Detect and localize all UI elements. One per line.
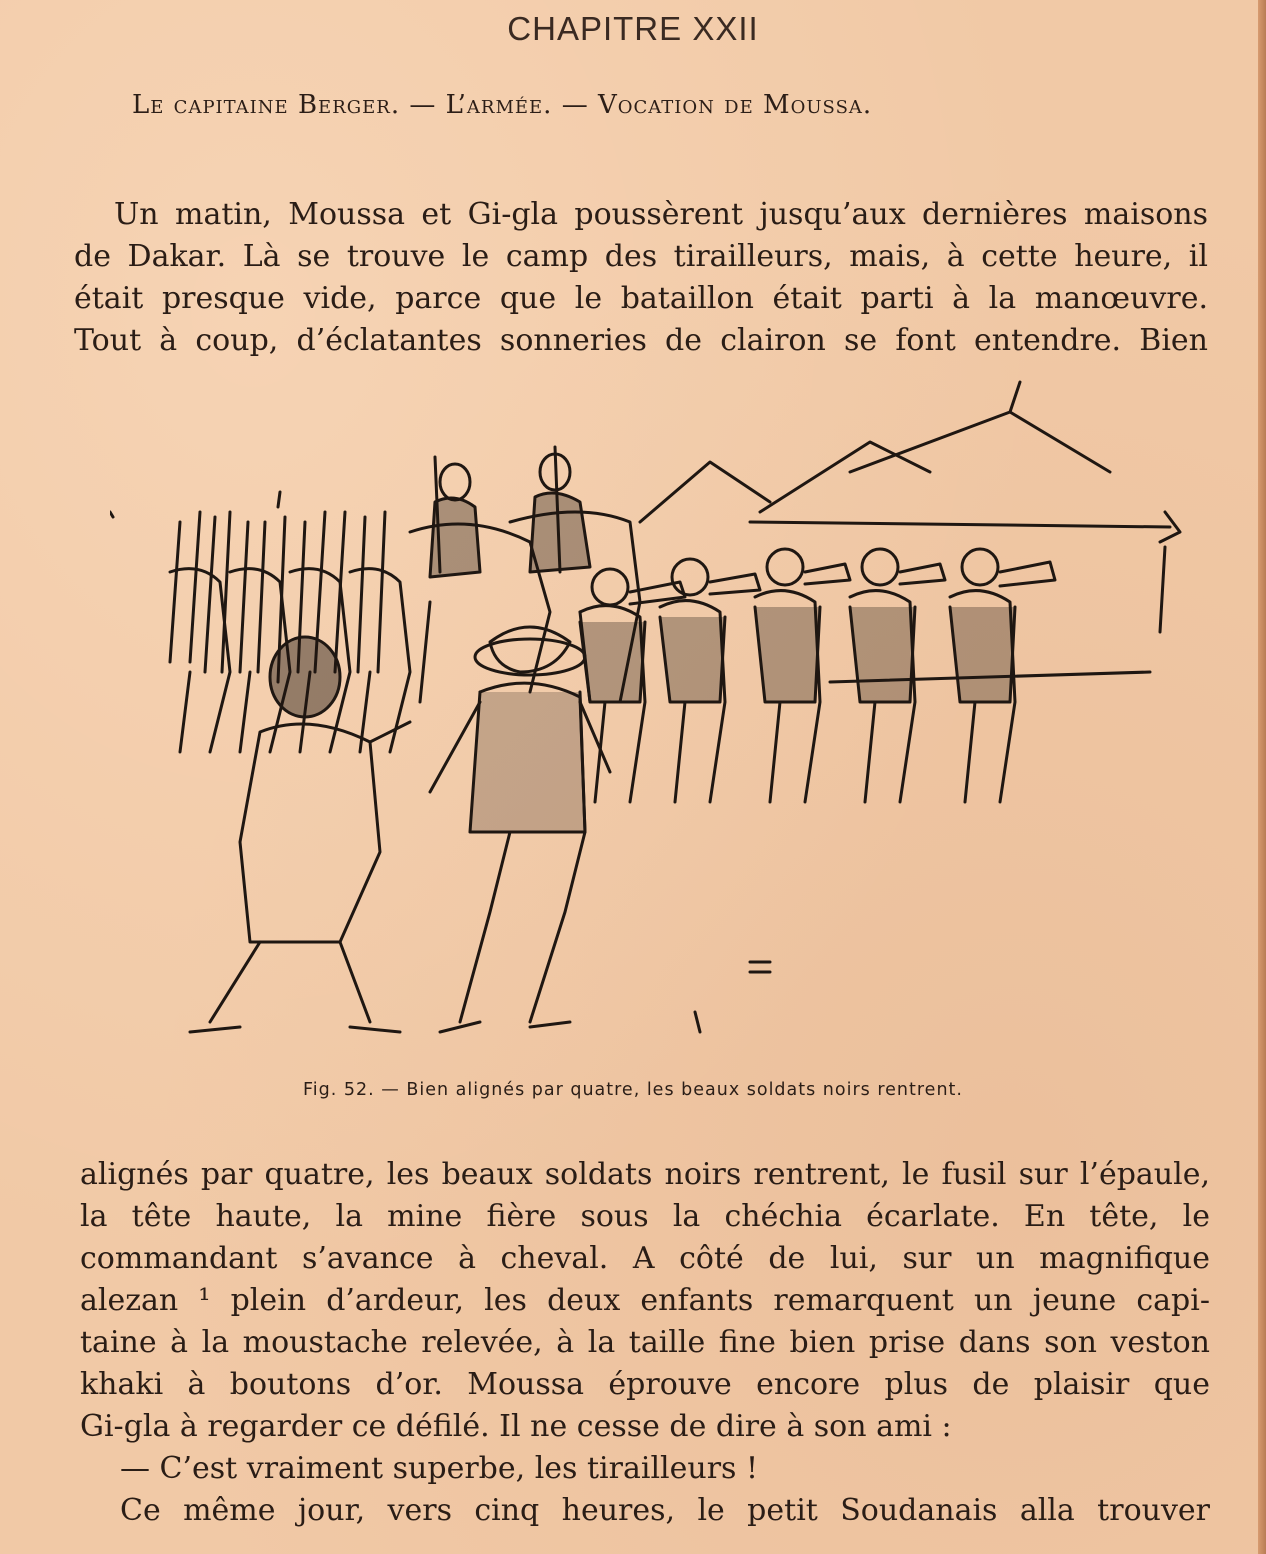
text-line: Un matin, Moussa et Gi-gla poussèrent jusqu’aux dernières maisons xyxy=(114,197,1208,232)
chapter-title: CHAPITRE XXII xyxy=(507,10,759,47)
text-line: alezan ¹ plein d’ardeur, les deux enfants remarquent un jeune capi- xyxy=(80,1283,1210,1318)
text-line: Ce même jour, vers cinq heures, le petit Soudanais alla trouver xyxy=(120,1493,1210,1528)
text-line: était presque vide, parce que le bataillon était parti à la manœuvre. xyxy=(74,281,1208,316)
figure-caption: Fig. 52. — Bien alignés par quatre, les beaux soldats noirs rentrent. xyxy=(303,1080,963,1100)
text-line: de Dakar. Là se trouve le camp des tirailleurs, mais, à cette heure, il xyxy=(74,239,1208,274)
paragraph-bottom xyxy=(80,1154,1210,1532)
text-line: la tête haute, la mine fière sous la chéchia écarlate. En tête, le xyxy=(80,1199,1210,1234)
soldiers-parade-illustration xyxy=(110,372,1190,1072)
text-line: commandant s’avance à cheval. A côté de lui, sur un magnifique xyxy=(80,1241,1210,1276)
text-line: Gi-gla à regarder ce défilé. Il ne cesse de dire à son ami : xyxy=(80,1409,952,1444)
figure-illustration xyxy=(110,372,1190,1072)
page-edge xyxy=(1258,0,1266,1554)
text-line: khaki à boutons d’or. Moussa éprouve encore plus de plaisir que xyxy=(80,1367,1210,1402)
text-line: alignés par quatre, les beaux soldats noirs rentrent, le fusil sur l’épaule, xyxy=(80,1157,1210,1192)
chapter-subheading: Le capitaine Berger. — L’armée. — Vocation de Moussa. xyxy=(132,90,873,120)
paragraph-top xyxy=(74,194,1208,362)
text-line: Tout à coup, d’éclatantes sonneries de clairon se font entendre. Bien xyxy=(74,323,1208,358)
text-line: taine à la moustache relevée, à la taille fine bien prise dans son veston xyxy=(80,1325,1210,1360)
text-line: — C’est vraiment superbe, les tirailleurs ! xyxy=(120,1451,759,1486)
